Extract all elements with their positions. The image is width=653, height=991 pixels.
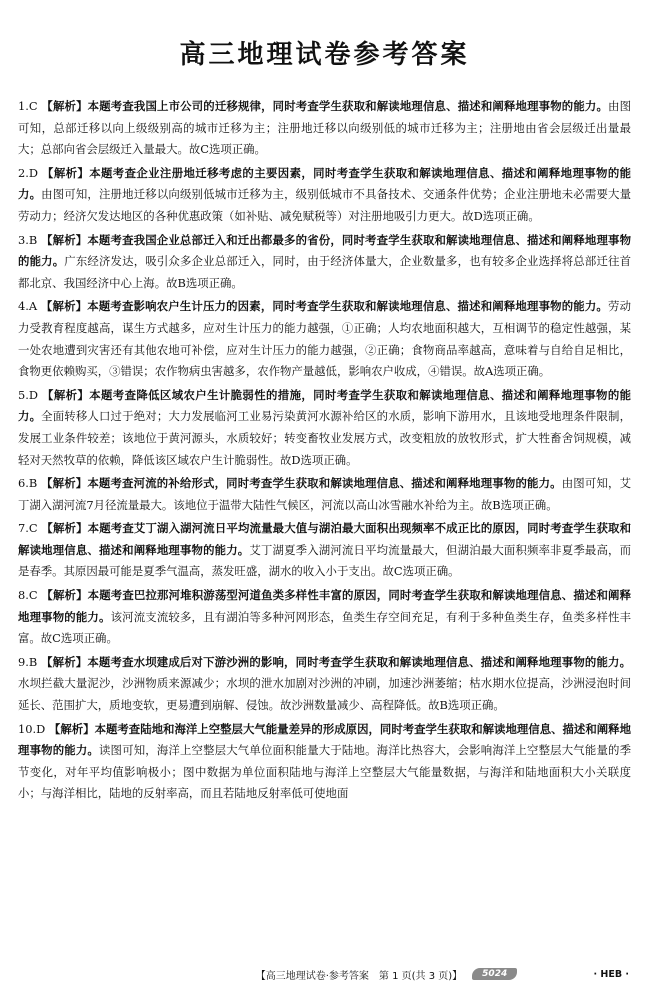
answer-lead: 本题考查陆地和海洋上空整层大气能量差异的形成原因，同时考查学生获取和解读地理信息、描述和阐释地理事物的能力。 — [18, 721, 631, 758]
answer-body: 读图可知，海洋上空整层大气单位面积能量大于陆地。海洋比热容大，会影响海洋上空整层大气能量的季节变化，对年平均值影响极小；图中数据为单位面积陆地与海洋上空整层大气能量数据，与海洋和陆地面积大小关联度小；与海洋相比，陆地的反射率高，而且若陆地反射率低可使地面 — [18, 743, 631, 801]
answer-tag: 【解析】 — [41, 654, 88, 669]
answer-item — [18, 518, 631, 583]
answer-lead: 本题考查企业注册地迁移考虑的主要因素，同时考查学生获取和解读地理信息、描述和阐释地理事物的能力。 — [18, 165, 631, 202]
answer-tag: 【解析】 — [41, 588, 88, 603]
answer-num: 2.D — [18, 165, 39, 180]
footer-brand: · HEB · — [593, 968, 629, 980]
answer-body: 劳动力受教育程度越高，谋生方式越多，应对生计压力的能力越强，①正确；人均农地面积越大，互相调节的稳定性越强，某一处农地遭到灾害还有其他农地可补偿，应对生计压力的能力越强，②正确；食物商品率越高，意味着与自给自足相比，食物更依赖购买，③错误；农作物病虫害越多，农作物产量越低，影响农户收成，④错误。故A选项正确。 — [18, 299, 631, 379]
answer-tag: 【解析】 — [41, 521, 88, 536]
answer-list — [18, 96, 631, 805]
answer-tag: 【解析】 — [41, 99, 88, 113]
answer-item — [18, 473, 631, 516]
answer-body: 水坝拦截大量泥沙，沙洲物质来源减少；水坝的泄水加剧对沙洲的冲刷，加速沙洲萎缩；枯水期水位提高，沙洲浸泡时间延长、范围扩大，质地变软，更易遭到崩解、侵蚀。故沙洲数量减少、高程降低。故B选项正确。 — [18, 676, 631, 713]
answer-item — [18, 230, 631, 295]
answer-item — [18, 163, 631, 228]
footer-center — [256, 967, 517, 982]
answer-lead: 本题考查我国企业总部迁入和迁出都最多的省份，同时考查学生获取和解读地理信息、描述和阐释地理事物的能力。 — [18, 232, 631, 269]
answer-lead: 本题考查河流的补给形式，同时考查学生获取和解读地理信息、描述和阐释地理事物的能力。 — [87, 476, 562, 491]
answer-num: 7.C — [18, 521, 38, 536]
answer-body: 全面转移人口过于绝对；大力发展临河工业易污染黄河水源补给区的水质，影响下游用水，且该地受地理条件限制，发展工业条件较差；该地位于黄河源头，水质较好；转变畜牧业发展方式，改变粗放的放牧形式，扩大牲畜舍饲规模，减轻对天然牧草的依赖，降低该区域农户生计脆弱性。故D选项正确。 — [18, 409, 631, 467]
answer-body: 广东经济发达，吸引众多企业总部迁入，同时，由于经济体量大，企业数量多，也有较多企业选择将总部迁往首都北京、我国经济中心上海。故B选项正确。 — [18, 254, 631, 290]
answer-tag: 【解析】 — [42, 387, 90, 402]
page-title: 高三地理试卷参考答案 — [179, 40, 470, 70]
answer-body: 艾丁湖夏季入湖河流日平均流量最大，但湖泊最大面积频率非夏季最高，而是春季。其原因最可能是夏季气温高，蒸发旺盛，湖水的收入小于支出。故C选项正确。 — [18, 542, 631, 579]
answer-lead: 本题考查巴拉那河堆积游荡型河道鱼类多样性丰富的原因，同时考查学生获取和解读地理信息、描述和阐释地理事物的能力。 — [18, 588, 631, 624]
answer-num: 10.D — [18, 721, 46, 736]
answer-item — [18, 296, 631, 382]
answer-item — [18, 719, 631, 805]
answer-num: 1.C — [18, 99, 38, 113]
answer-num: 9.B — [18, 654, 38, 669]
answer-lead: 本题考查影响农户生计压力的因素，同时考查学生获取和解读地理信息、描述和阐释地理事物的能力。 — [87, 299, 609, 314]
answer-item — [18, 652, 631, 717]
answer-tag: 【解析】 — [41, 232, 88, 247]
answer-body: 由图可知，总部迁移以向上级级别高的城市迁移为主；注册地迁移以向级别低的城市迁移为主；注册地由省会层级迁出量最大；总部向省会层级迁入量最大。故C选项正确。 — [18, 99, 631, 157]
answer-lead: 本题考查水坝建成后对下游沙洲的影响，同时考查学生获取和解读地理信息、描述和阐释地理事物的能力。 — [87, 654, 631, 669]
answer-num: 8.C — [18, 588, 38, 603]
answer-tag: 【解析】 — [48, 721, 95, 736]
page-footer — [0, 965, 653, 983]
answer-body: 由图可知，注册地迁移以向级别低城市迁移为主，级别低城市不具备技术、交通条件优势；企业注册地未必需要大量劳动力；经济欠发达地区的各种优惠政策（如补贴、减免赋税等）对注册地吸引力更大。故D选项正确。 — [18, 187, 631, 223]
answer-tag: 【解析】 — [42, 165, 90, 180]
footer-code-badge: 5024 — [472, 968, 517, 980]
answer-item — [18, 385, 631, 471]
footer-page-info: 【高三地理试卷·参考答案 第 1 页(共 3 页)】 — [255, 970, 463, 982]
answer-num: 5.D — [18, 387, 39, 402]
answer-tag: 【解析】 — [41, 476, 88, 491]
answer-lead: 本题考查艾丁湖入湖河流日平均流量最大值与湖泊最大面积出现频率不成正比的原因，同时考查学生获取和解读地理信息、描述和阐释地理事物的能力。 — [18, 521, 631, 557]
answer-item — [18, 585, 631, 650]
answer-item — [18, 96, 631, 161]
answer-body: 由图可知，艾丁湖入湖河流7月径流量最大。该地位于温带大陆性气候区，河流以高山冰雪融水补给为主。故B选项正确。 — [18, 476, 631, 512]
answer-num: 4.A — [18, 299, 38, 314]
answer-body: 该河流支流较多，且有湖泊等多种河网形态，鱼类生存空间充足，有利于多种鱼类生存，鱼类多样性丰富。故C选项正确。 — [18, 609, 631, 646]
answer-num: 6.B — [18, 476, 38, 491]
answer-lead: 本题考查我国上市公司的迁移规律，同时考查学生获取和解读地理信息、描述和阐释地理事物的能力。 — [87, 99, 609, 113]
answer-num: 3.B — [18, 232, 38, 247]
answer-tag: 【解析】 — [40, 299, 88, 314]
answer-lead: 本题考查降低区域农户生计脆弱性的措施，同时考查学生获取和解读地理信息、描述和阐释地理事物的能力。 — [18, 387, 631, 424]
